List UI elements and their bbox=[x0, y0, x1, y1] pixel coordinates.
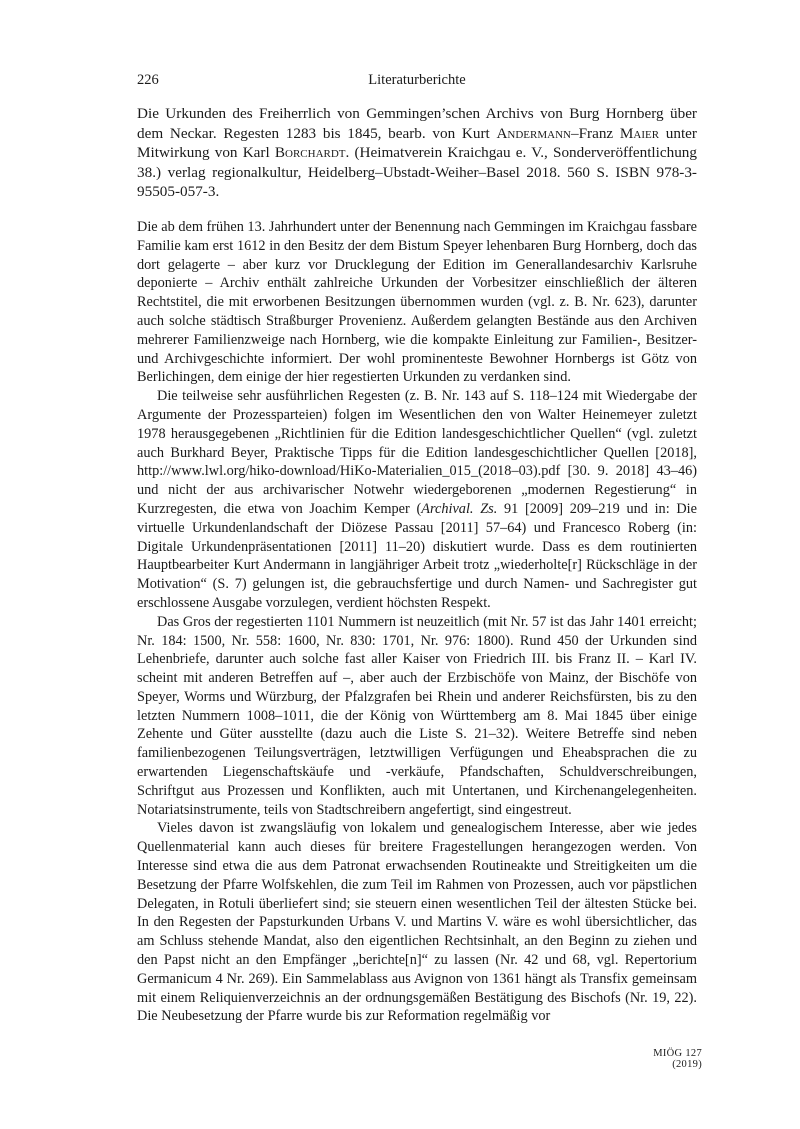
book-citation bbox=[137, 104, 697, 202]
citation-collaboration: unter Mitwirkung von Karl bbox=[137, 124, 697, 162]
paragraph-4: Vieles davon ist zwangsläufig von lokalem und genealogischem Interesse, aber wie jedes Quellenmaterial kann auch dieses für breitere Fragestellungen herangezogen werden. Von Interesse sind etwa die aus dem Patronat erwachsenden Routineakte und Streitigkeiten um die Besetzung der Pfarre Wolfskehlen, die zum Teil im Rahmen von Prozessen, auch vor päpstlichen Delegaten, in Rotuli überliefert sind; sie steuern einen wesentlichen Teil der ältesten Stücke bei. In den Regesten der Papsturkunden Urbans V. und Martins V. wäre es wohl übersichtlicher, das am Schluss stehende Mandat, also den eigentlichen Rechtsinhalt, an den Beginn zu ziehen und den Papst nicht an den Empfänger „berichte[n]“ zu lassen (Nr. 42 und 68, vgl. Repertorium Germanicum 4 Nr. 269). Ein Sammelablass aus Avignon von 1361 hängt als Transfix gemeinsam mit einem Reliquienverzeichnis an der ordnungsgemäßen Bestätigung des Bischofs (Nr. 19, 22). Die Neubesetzung der Pfarre wurde bis zur Reformation regelmäßig vor bbox=[137, 820, 697, 1025]
paragraph-1: Die ab dem frühen 13. Jahrhundert unter der Benennung nach Gemmingen im Kraichgau fassbare Familie kam erst 1612 in den Besitz der dem Bistum Speyer lehenbaren Burg Hornberg, doch das dort gelagerte – aber kurz vor Drucklegung der Edition im Generallandesarchiv Karlsruhe deponierte – Archiv enthält zahlreiche Urkunden der Vorbesitzer einschließlich der älteren Rechtstitel, die mit erworbenen Besitzungen übernommen wurden (vgl. z. B. Nr. 623), darunter auch solche städtisch Straßburger Provenienz. Außerdem gelangten Bestände aus den Archiven mehrerer Familienzweige nach Hornberg, wie die kompakte Einleitung zur Familien-, Besitzer- und Archivgeschichte informiert. Der wohl prominenteste Bewohner Hornbergs ist Götz von Berlichingen, dem einige der hier regestierten Urkunden zu verdanken sind. bbox=[137, 218, 697, 386]
journal-footer: MIÖG 127 (2019) bbox=[653, 1048, 702, 1070]
citation-separator: –Franz bbox=[570, 124, 620, 142]
author-andermann: Andermann bbox=[496, 124, 571, 142]
paragraph-2-part-b: 91 [2009] 209–219 und in: Die virtuelle Urkundenlandschaft der Diözese Passau [2011] 57–64) und Francesco Roberg (in: Digitale Urkundenpräsentationen [2011] 11–20) diskutiert wurde. Dass es dem routinierten Hauptbearbeiter Kurt Andermann in langjähriger Arbeit trotz „wiederholte[r] Rückschläge in der Motivation“ (S. 7) gelungen ist, die gebrauchsfertige und durch Namen- und Sachregister gut erschlossene Ausgabe vorzulegen, verdient höchsten Respekt. bbox=[137, 500, 698, 611]
citation-title: Die Urkunden des Freiherrlich von Gemmingen’schen Archivs von Burg Hornberg über dem Neckar. Regesten 1283 bis 1845, bearb. von Kurt bbox=[137, 105, 697, 142]
paragraph-2 bbox=[137, 387, 697, 613]
section-title: Literaturberichte bbox=[368, 72, 466, 88]
page-number: 226 bbox=[137, 72, 159, 88]
article-body bbox=[137, 104, 697, 1026]
paragraph-3: Das Gros der regestierten 1101 Nummern ist neuzeitlich (mit Nr. 57 ist das Jahr 1401 erreicht; Nr. 184: 1500, Nr. 558: 1600, Nr. 830: 1701, Nr. 976: 1800). Rund 450 der Urkunden sind Lehenbriefe, darunter auch solche fast aller Kaiser von Friedrich III. bis Franz II. – Karl IV. scheint mit anderen Betreffen auf –, aber auch der Erzbischöfe von Mainz, der Bischöfe von Speyer, Worms und Würzburg, der Pfalzgrafen bei Rhein und anderer Reichsfürsten, bis zu den letzten Nummern 1008–1011, die der König von Württemberg am 8. Mai 1845 über einige Zehente und Güter ausstellte (dazu auch die Liste S. 21–32). Weitere Betreffe sind neben familienbezogenen Teilungsverträgen, letztwilligen Verfügungen und Eheabsprachen die zu erwartenden Liegenschaftskäufe und -verkäufe, Pfandschaften, Schuldverschreibungen, Schriftgut aus Prozessen und Konflikten, auch mit Untertanen, und Kirchenangelegenheiten. Notariatsinstrumente, teils von Stadtschreibern angefertigt, sind eingestreut. bbox=[137, 613, 697, 818]
citation-publication-info: . (Heimatverein Kraichgau e. V., Sonderveröffentlichung 38.) verlag regionalkultur, Heidelberg–Ubstadt-Weiher–Basel 2018. 560 S. ISBN 978-3-95505-057-3. bbox=[137, 144, 697, 201]
journal-title: Archival. Zs. bbox=[421, 500, 498, 517]
paragraph-2-part-a: Die teilweise sehr ausführlichen Regesten (z. B. Nr. 143 auf S. 118–124 mit Wiedergabe der Argumente der Prozessparteien) folgen im Wesentlichen den von Walter Heinemeyer zuletzt 1978 herausgegebenen „Richtlinien für die Edition landesgeschichtlicher Quellen“ (vgl. zuletzt auch Burkhard Beyer, Praktische Tipps für die Edition landesgeschichtlicher Quellen [2018], http://www.lwl.org/hiko-download/HiKo-Materialien_015_(2018–03).pdf [30. 9. 2018] 43–46) und nicht der aus archivarischer Notwehr wiedergeborenen „modernen Regestierung“ in Kurzregesten, die etwa von Joachim Kemper ( bbox=[137, 388, 697, 517]
running-head bbox=[137, 72, 697, 92]
author-maier: Maier bbox=[619, 124, 660, 142]
author-borchardt: Borchardt bbox=[274, 144, 346, 162]
